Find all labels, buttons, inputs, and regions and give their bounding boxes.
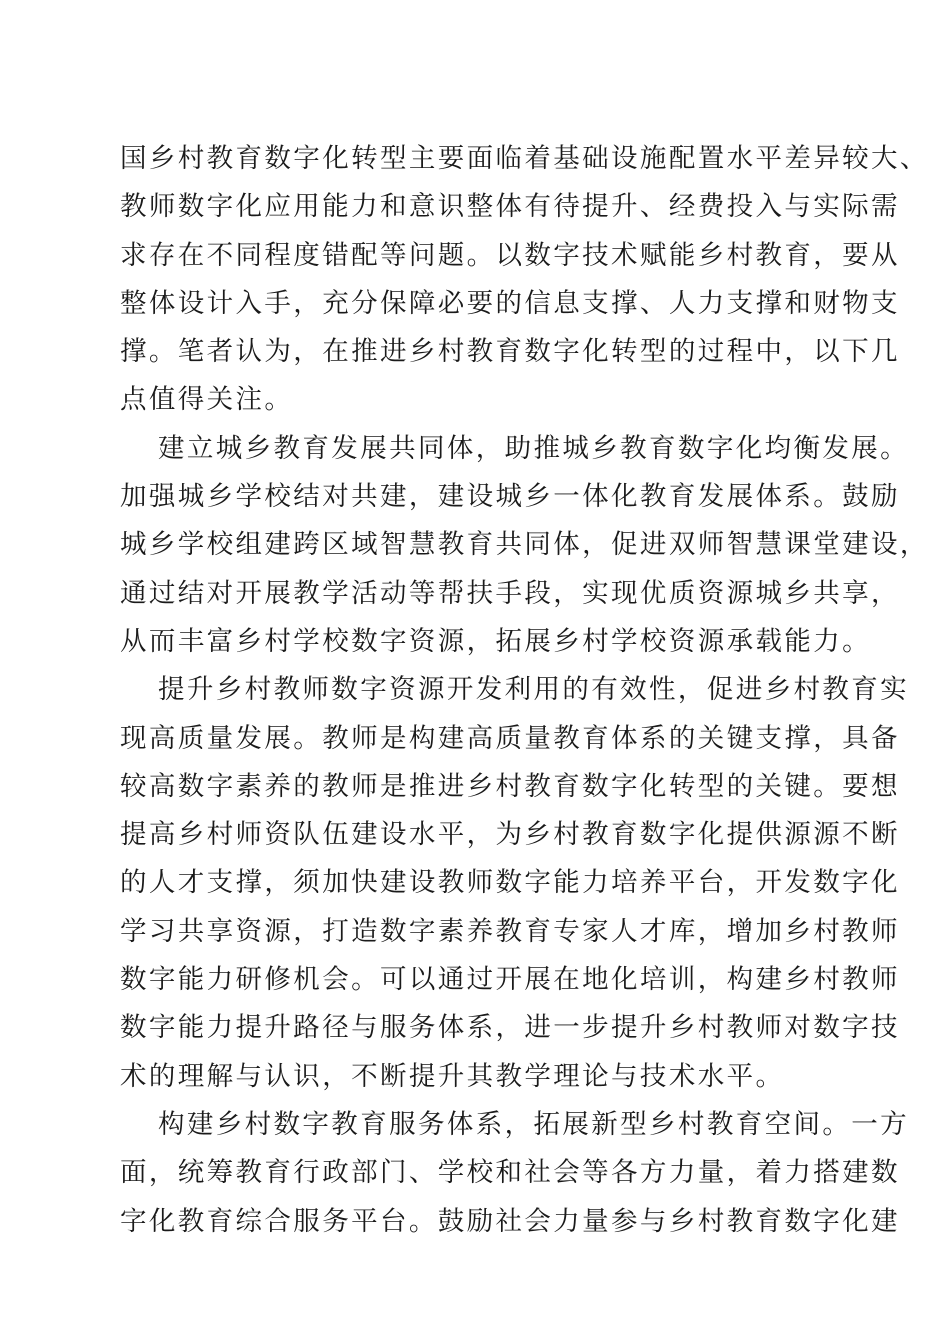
text-line: 通过结对开展教学活动等帮扶手段，实现优质资源城乡共享，: [120, 577, 900, 609]
text-line: 点值得关注。: [120, 384, 294, 416]
paragraph-2: [120, 425, 929, 666]
text-line: 加强城乡学校结对共建，建设城乡一体化教育发展体系。鼓励: [120, 481, 900, 513]
text-line: 提高乡村师资队伍建设水平，为乡村教育数字化提供源源不断: [120, 819, 900, 851]
text-line: 整体设计入手，充分保障必要的信息支撑、人力支撑和财物支: [120, 287, 900, 319]
text-line: 的人才支撑，须加快建设教师数字能力培养平台，开发数字化: [120, 867, 900, 899]
article-body: [120, 135, 929, 1246]
paragraph-1: [120, 135, 929, 425]
text-line: 构建乡村数字教育服务体系，拓展新型乡村教育空间。一方: [158, 1108, 910, 1140]
text-line: 术的理解与认识，不断提升其教学理论与技术水平。: [120, 1060, 785, 1092]
text-line: 数字能力研修机会。可以通过开展在地化培训，构建乡村教师: [120, 964, 900, 996]
text-line: 学习共享资源，打造数字素养教育专家人才库，增加乡村教师: [120, 915, 900, 947]
text-line: 教师数字化应用能力和意识整体有待提升、经费投入与实际需: [120, 191, 900, 223]
text-line: 数字能力提升路径与服务体系，进一步提升乡村教师对数字技: [120, 1012, 900, 1044]
paragraph-3: [120, 666, 910, 1101]
text-line: 字化教育综合服务平台。鼓励社会力量参与乡村教育数字化建: [120, 1205, 900, 1237]
text-line: 国乡村教育数字化转型主要面临着基础设施配置水平差异较大、: [120, 143, 929, 174]
text-line: 面，统筹教育行政部门、学校和社会等各方力量，着力搭建数: [120, 1157, 900, 1189]
paragraph-4: [120, 1101, 910, 1246]
text-line: 城乡学校组建跨区域智慧教育共同体，促进双师智慧课堂建设，: [120, 529, 929, 561]
text-line: 建立城乡教育发展共同体，助推城乡教育数字化均衡发展。: [158, 432, 910, 464]
text-line: 提升乡村教师数字资源开发利用的有效性，促进乡村教育实: [158, 674, 910, 706]
text-line: 求存在不同程度错配等问题。以数字技术赋能乡村教育，要从: [120, 239, 900, 271]
text-line: 现高质量发展。教师是构建高质量教育体系的关键支撑，具备: [120, 722, 900, 754]
text-line: 撑。笔者认为，在推进乡村教育数字化转型的过程中，以下几: [120, 336, 900, 368]
text-line: 从而丰富乡村学校数字资源，拓展乡村学校资源承载能力。: [120, 625, 872, 657]
text-line: 较高数字素养的教师是推进乡村教育数字化转型的关键。要想: [120, 770, 900, 802]
